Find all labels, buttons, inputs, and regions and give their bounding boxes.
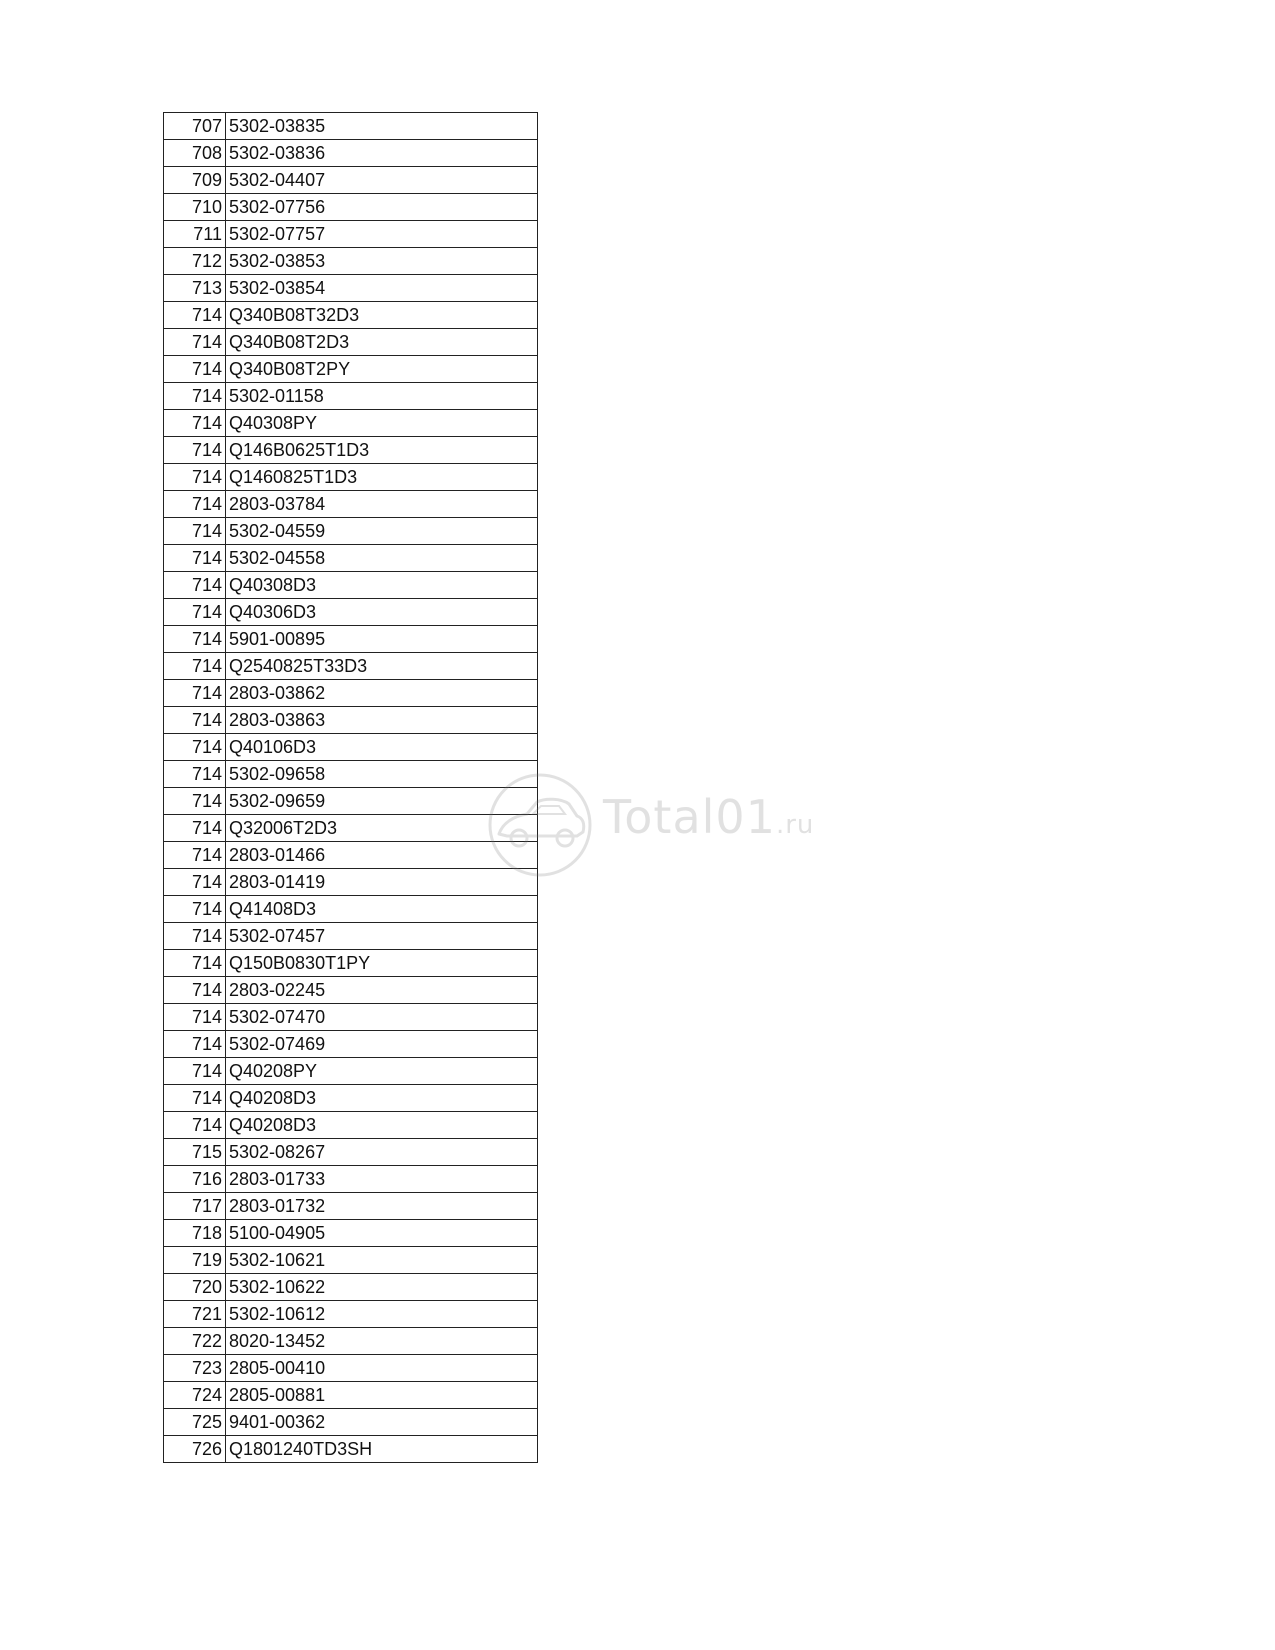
table-row (164, 1328, 538, 1355)
row-number-cell: 714 (164, 329, 226, 356)
row-number-cell: 707 (164, 113, 226, 140)
table-row (164, 1193, 538, 1220)
part-code-cell: 5302-07457 (226, 923, 538, 950)
table-row (164, 1382, 538, 1409)
part-code-cell: 5302-04407 (226, 167, 538, 194)
table-row (164, 1247, 538, 1274)
row-number-cell: 724 (164, 1382, 226, 1409)
row-number-cell: 722 (164, 1328, 226, 1355)
table-row (164, 1301, 538, 1328)
table-row (164, 437, 538, 464)
table-row (164, 1274, 538, 1301)
row-number-cell: 714 (164, 977, 226, 1004)
row-number-cell: 708 (164, 140, 226, 167)
table-row (164, 653, 538, 680)
table-row (164, 194, 538, 221)
table-row (164, 1436, 538, 1463)
table-row (164, 707, 538, 734)
table-row (164, 302, 538, 329)
table-row (164, 113, 538, 140)
table-row (164, 1355, 538, 1382)
table-row (164, 383, 538, 410)
part-code-cell: Q146B0625T1D3 (226, 437, 538, 464)
row-number-cell: 714 (164, 410, 226, 437)
table-row (164, 896, 538, 923)
part-code-cell: 2803-01419 (226, 869, 538, 896)
part-code-cell: 5302-07756 (226, 194, 538, 221)
part-code-cell: Q340B08T2PY (226, 356, 538, 383)
row-number-cell: 714 (164, 815, 226, 842)
row-number-cell: 715 (164, 1139, 226, 1166)
table-row (164, 788, 538, 815)
table-row (164, 842, 538, 869)
row-number-cell: 721 (164, 1301, 226, 1328)
row-number-cell: 711 (164, 221, 226, 248)
part-code-cell: 5302-03835 (226, 113, 538, 140)
table-row (164, 1166, 538, 1193)
part-code-cell: 5302-09659 (226, 788, 538, 815)
table-row (164, 572, 538, 599)
row-number-cell: 714 (164, 653, 226, 680)
part-code-cell: 5100-04905 (226, 1220, 538, 1247)
part-code-cell: Q40106D3 (226, 734, 538, 761)
row-number-cell: 714 (164, 842, 226, 869)
table-row (164, 464, 538, 491)
table-row (164, 626, 538, 653)
table-row (164, 599, 538, 626)
table-row (164, 1139, 538, 1166)
table-row (164, 977, 538, 1004)
table-row (164, 545, 538, 572)
part-code-cell: Q40208D3 (226, 1112, 538, 1139)
watermark-text (603, 790, 814, 844)
row-number-cell: 714 (164, 923, 226, 950)
table-row (164, 923, 538, 950)
part-code-cell: 2803-01733 (226, 1166, 538, 1193)
row-number-cell: 714 (164, 1031, 226, 1058)
table-row (164, 140, 538, 167)
row-number-cell: 712 (164, 248, 226, 275)
part-code-cell: Q32006T2D3 (226, 815, 538, 842)
row-number-cell: 714 (164, 464, 226, 491)
part-code-cell: 5302-09658 (226, 761, 538, 788)
row-number-cell: 714 (164, 869, 226, 896)
table-row (164, 167, 538, 194)
part-code-cell: Q1460825T1D3 (226, 464, 538, 491)
row-number-cell: 714 (164, 383, 226, 410)
part-code-cell: Q340B08T2D3 (226, 329, 538, 356)
parts-table (163, 112, 538, 1463)
row-number-cell: 714 (164, 1058, 226, 1085)
part-code-cell: 9401-00362 (226, 1409, 538, 1436)
table-row (164, 761, 538, 788)
parts-table-body (164, 113, 538, 1463)
row-number-cell: 726 (164, 1436, 226, 1463)
part-code-cell: 5302-07757 (226, 221, 538, 248)
part-code-cell: 5302-07469 (226, 1031, 538, 1058)
row-number-cell: 714 (164, 788, 226, 815)
table-row (164, 221, 538, 248)
row-number-cell: 714 (164, 302, 226, 329)
part-code-cell: 5302-08267 (226, 1139, 538, 1166)
table-row (164, 1085, 538, 1112)
watermark-brand: Total01 (603, 790, 776, 844)
part-code-cell: 5302-01158 (226, 383, 538, 410)
table-row (164, 1031, 538, 1058)
part-code-cell: Q40208PY (226, 1058, 538, 1085)
table-row (164, 869, 538, 896)
part-code-cell: 5302-03836 (226, 140, 538, 167)
table-row (164, 1409, 538, 1436)
part-code-cell: Q40306D3 (226, 599, 538, 626)
table-row (164, 680, 538, 707)
row-number-cell: 713 (164, 275, 226, 302)
part-code-cell: 5302-03853 (226, 248, 538, 275)
row-number-cell: 714 (164, 680, 226, 707)
table-row (164, 410, 538, 437)
row-number-cell: 714 (164, 1085, 226, 1112)
part-code-cell: 5302-04558 (226, 545, 538, 572)
part-code-cell: Q41408D3 (226, 896, 538, 923)
row-number-cell: 714 (164, 572, 226, 599)
row-number-cell: 714 (164, 734, 226, 761)
part-code-cell: 2803-03863 (226, 707, 538, 734)
row-number-cell: 714 (164, 1112, 226, 1139)
part-code-cell: 5302-04559 (226, 518, 538, 545)
table-row (164, 518, 538, 545)
part-code-cell: 2803-03862 (226, 680, 538, 707)
table-row (164, 1004, 538, 1031)
row-number-cell: 714 (164, 491, 226, 518)
row-number-cell: 709 (164, 167, 226, 194)
row-number-cell: 714 (164, 896, 226, 923)
row-number-cell: 714 (164, 1004, 226, 1031)
row-number-cell: 714 (164, 356, 226, 383)
row-number-cell: 720 (164, 1274, 226, 1301)
part-code-cell: Q150B0830T1PY (226, 950, 538, 977)
row-number-cell: 719 (164, 1247, 226, 1274)
part-code-cell: Q340B08T32D3 (226, 302, 538, 329)
watermark-tld: .ru (775, 810, 815, 840)
part-code-cell: 2803-01466 (226, 842, 538, 869)
part-code-cell: Q1801240TD3SH (226, 1436, 538, 1463)
part-code-cell: Q40308PY (226, 410, 538, 437)
table-row (164, 815, 538, 842)
part-code-cell: Q40208D3 (226, 1085, 538, 1112)
part-code-cell: 2803-01732 (226, 1193, 538, 1220)
part-code-cell: 5302-07470 (226, 1004, 538, 1031)
table-row (164, 329, 538, 356)
row-number-cell: 714 (164, 599, 226, 626)
part-code-cell: 5901-00895 (226, 626, 538, 653)
part-code-cell: 5302-10622 (226, 1274, 538, 1301)
row-number-cell: 714 (164, 437, 226, 464)
table-row (164, 734, 538, 761)
part-code-cell: 5302-10612 (226, 1301, 538, 1328)
table-row (164, 248, 538, 275)
part-code-cell: 5302-10621 (226, 1247, 538, 1274)
table-row (164, 356, 538, 383)
row-number-cell: 723 (164, 1355, 226, 1382)
table-row (164, 1058, 538, 1085)
row-number-cell: 725 (164, 1409, 226, 1436)
part-code-cell: 2803-02245 (226, 977, 538, 1004)
row-number-cell: 716 (164, 1166, 226, 1193)
table-row (164, 275, 538, 302)
row-number-cell: 714 (164, 707, 226, 734)
row-number-cell: 714 (164, 545, 226, 572)
row-number-cell: 714 (164, 761, 226, 788)
part-code-cell: 2803-03784 (226, 491, 538, 518)
row-number-cell: 710 (164, 194, 226, 221)
table-row (164, 950, 538, 977)
part-code-cell: Q2540825T33D3 (226, 653, 538, 680)
part-code-cell: 5302-03854 (226, 275, 538, 302)
part-code-cell: 2805-00410 (226, 1355, 538, 1382)
part-code-cell: 8020-13452 (226, 1328, 538, 1355)
table-row (164, 1112, 538, 1139)
row-number-cell: 717 (164, 1193, 226, 1220)
row-number-cell: 714 (164, 626, 226, 653)
table-row (164, 491, 538, 518)
part-code-cell: 2805-00881 (226, 1382, 538, 1409)
row-number-cell: 718 (164, 1220, 226, 1247)
part-code-cell: Q40308D3 (226, 572, 538, 599)
row-number-cell: 714 (164, 518, 226, 545)
row-number-cell: 714 (164, 950, 226, 977)
table-row (164, 1220, 538, 1247)
